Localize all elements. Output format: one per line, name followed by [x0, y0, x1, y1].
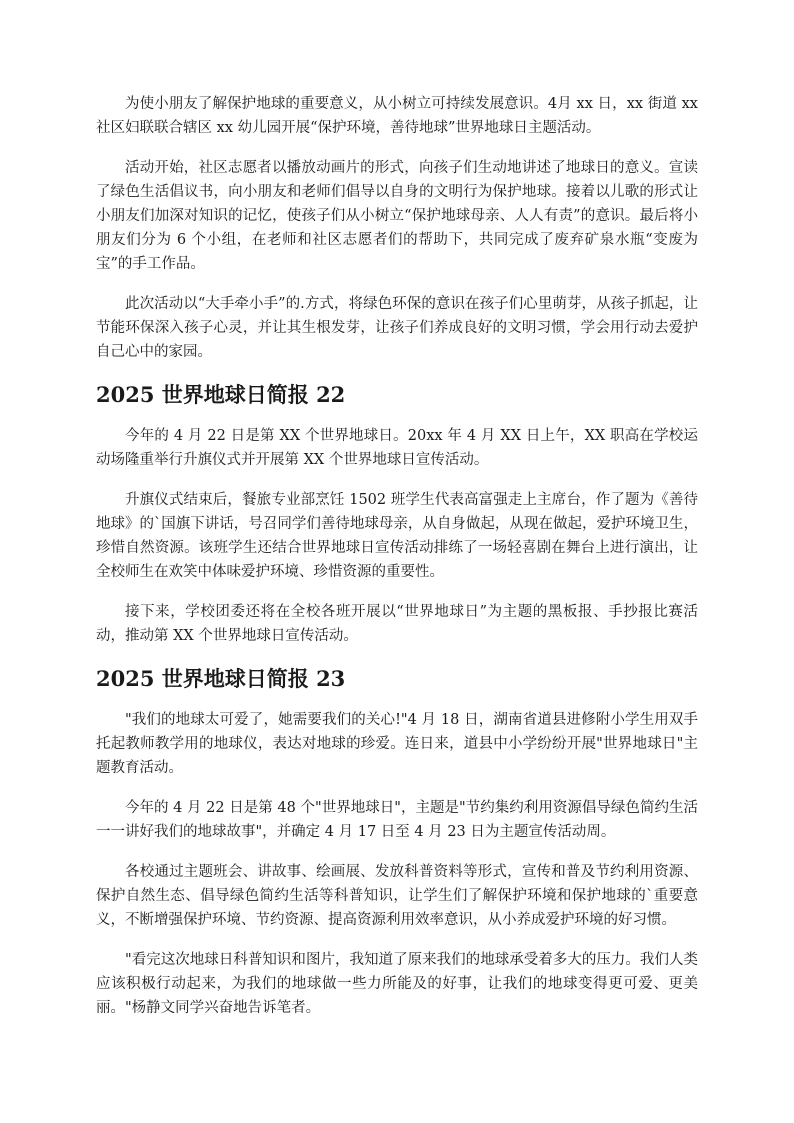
paragraph: "看完这次地球日科普知识和图片，我知道了原来我们的地球承受着多大的压力。我们人类应该积极行动起来，为我们的地球做一些力所能及的好事，让我们的地球变得更可爱、更美丽。"杨静文同学兴奋地告诉笔者。 [96, 952, 698, 1016]
paragraph: 今年的 4 月 22 日是第 XX 个世界地球日。20xx 年 4 月 XX 日上午，XX 职高在学校运动场隆重举行升旗仪式并开展第 XX 个世界地球日宣传活动。 [96, 428, 698, 468]
paragraph: 为使小朋友了解保护地球的重要意义，从小树立可持续发展意识。4月 xx 日，xx 街道 xx 社区妇联联合辖区 xx 幼儿园开展“保护环境，善待地球”世界地球日主题活动。 [96, 96, 698, 136]
paragraph: "我们的地球太可爱了，她需要我们的关心!"4 月 18 日，湖南省道县进修附小学生用双手托起教师教学用的地球仪，表达对地球的珍爱。连日来，道县中小学纷纷开展"世界地球日"主题教育活动。 [96, 712, 698, 776]
paragraph: 此次活动以“大手牵小手”的.方式，将绿色环保的意识在孩子们心里萌芽，从孩子抓起，让节能环保深入孩子心灵，并让其生根发芽，让孩子们养成良好的文明习惯，学会用行动去爱护自己心中的家园。 [96, 296, 698, 360]
document-page [96, 92, 698, 1036]
paragraph: 今年的 4 月 22 日是第 48 个"世界地球日"，主题是"节约集约利用资源倡导绿色简约生活一一讲好我们的地球故事"，并确定 4 月 17 日至 4 月 23 日为主题宣传活动周。 [96, 800, 698, 840]
paragraph: 各校通过主题班会、讲故事、绘画展、发放科普资料等形式，宣传和普及节约利用资源、保护自然生态、倡导绿色简约生活等科普知识，让学生们了解保护环境和保护地球的`重要意义，不断增强保护环境、节约资源、提高资源利用效率意识，从小养成爱护环境的好习惯。 [96, 864, 698, 928]
paragraph: 接下来，学校团委还将在全校各班开展以“世界地球日”为主题的黑板报、手抄报比赛活动，推动第 XX 个世界地球日宣传活动。 [96, 604, 698, 644]
paragraph: 活动开始，社区志愿者以播放动画片的形式，向孩子们生动地讲述了地球日的意义。宣读了绿色生活倡议书，向小朋友和老师们倡导以自身的文明行为保护地球。接着以儿歌的形式让小朋友们加深对知识的记忆，使孩子们从小树立“保护地球母亲、人人有责”的意识。最后将小朋友们分为 6 个小组，在老师和社区志愿者们的帮助下，共同完成了废弃矿泉水瓶“变废为宝”的手工作品。 [96, 160, 698, 272]
section-heading: 2025 世界地球日简报 23 [96, 666, 346, 691]
section-heading: 2025 世界地球日简报 22 [96, 382, 346, 407]
paragraph: 升旗仪式结束后，餐旅专业部烹饪 1502 班学生代表高富强走上主席台，作了题为《善待地球》的`国旗下讲话，号召同学们善待地球母亲，从自身做起，从现在做起，爱护环境卫生，珍惜自然资源。该班学生还结合世界地球日宣传活动排练了一场轻喜剧在舞台上进行演出，让全校师生在欢笑中体味爱护环境、珍惜资源的重要性。 [96, 492, 698, 580]
